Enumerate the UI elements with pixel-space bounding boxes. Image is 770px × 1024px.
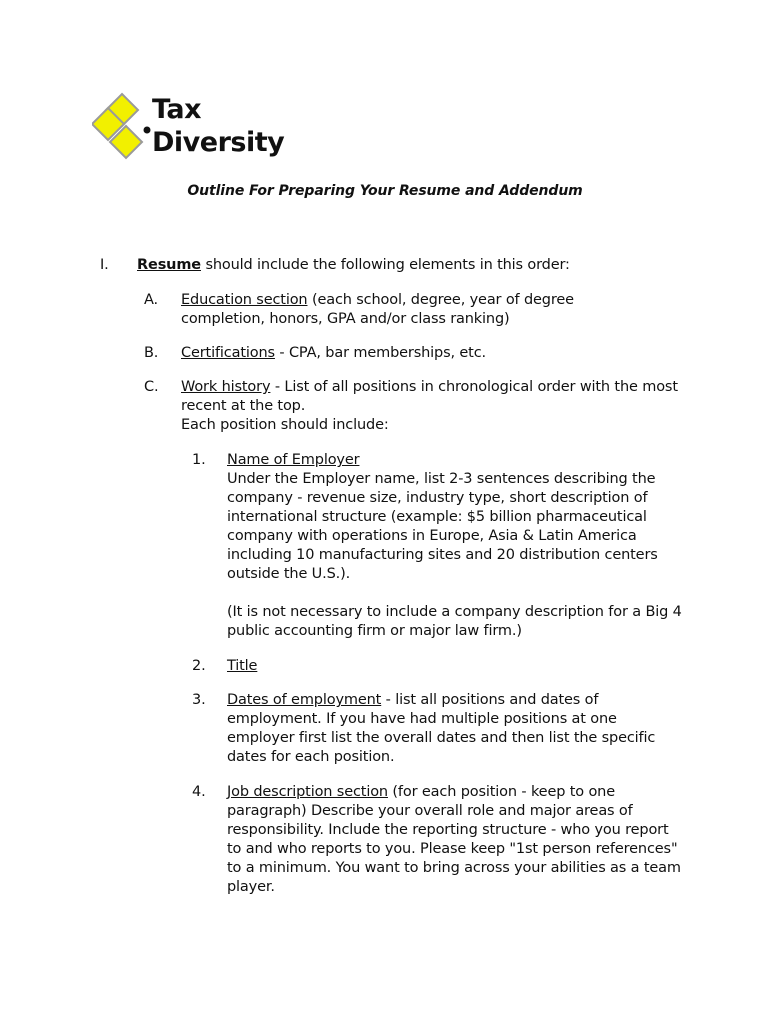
- sub-item-text: - list all positions and dates of employment. If you have had multiple positions at one employer first list the overall dates and then list the specific dates for each position.: [227, 692, 656, 765]
- diamond-cluster-icon: [92, 92, 156, 166]
- section-marker: I.: [100, 257, 109, 273]
- sub-item-note: (It is not necessary to include a company description for a Big 4 public accounting firm or major law firm.): [227, 604, 682, 639]
- item-marker: A.: [144, 292, 158, 308]
- sub-item-marker: 4.: [192, 784, 206, 800]
- tax-diversity-logo: [92, 92, 285, 166]
- item-marker: C.: [144, 379, 159, 395]
- item-heading: Certifications: [181, 345, 275, 361]
- item-text: - List of all positions in chronological order with the most recent at the top.: [181, 379, 678, 414]
- logo-text-tax: Tax: [152, 94, 202, 125]
- sub-item-marker: 3.: [192, 692, 206, 708]
- sub-item-heading: Job description section: [227, 784, 388, 800]
- item-marker: B.: [144, 345, 159, 361]
- section-text: should include the following elements in this order:: [201, 257, 570, 273]
- sub-item-heading: Dates of employment: [227, 692, 382, 708]
- item-subtext: Each position should include:: [181, 417, 389, 433]
- sub-item-heading: Title: [227, 658, 258, 674]
- sub-item-text: (for each position - keep to one paragraph) Describe your overall role and major areas of responsibility. Include the reporting structure - who you report to and who reports to you. Please keep "1st person references" to a minimum. You want to bring across your abilities as a team player.: [227, 784, 681, 895]
- logo-text-diversity: Diversity: [152, 127, 285, 158]
- sub-item-marker: 1.: [192, 452, 206, 468]
- section-heading: Resume: [137, 257, 201, 273]
- document-title: Outline For Preparing Your Resume and Addendum: [187, 183, 583, 199]
- item-heading: Education section: [181, 292, 308, 308]
- item-text: - CPA, bar memberships, etc.: [274, 345, 486, 361]
- sub-item-heading: Name of Employer: [227, 452, 360, 468]
- item-heading: Work history: [181, 379, 271, 395]
- item-text: (each school, degree, year of degree completion, honors, GPA and/or class ranking): [181, 292, 574, 327]
- sub-item-marker: 2.: [192, 658, 206, 674]
- sub-item-text: Under the Employer name, list 2-3 sentences describing the company - revenue size, industry type, short description of international structure (example: $5 billion pharmaceutical company with operations in Europe, Asia & Latin America including 10 manufacturing sites and 20 distribution centers outside the U.S.).: [227, 471, 658, 582]
